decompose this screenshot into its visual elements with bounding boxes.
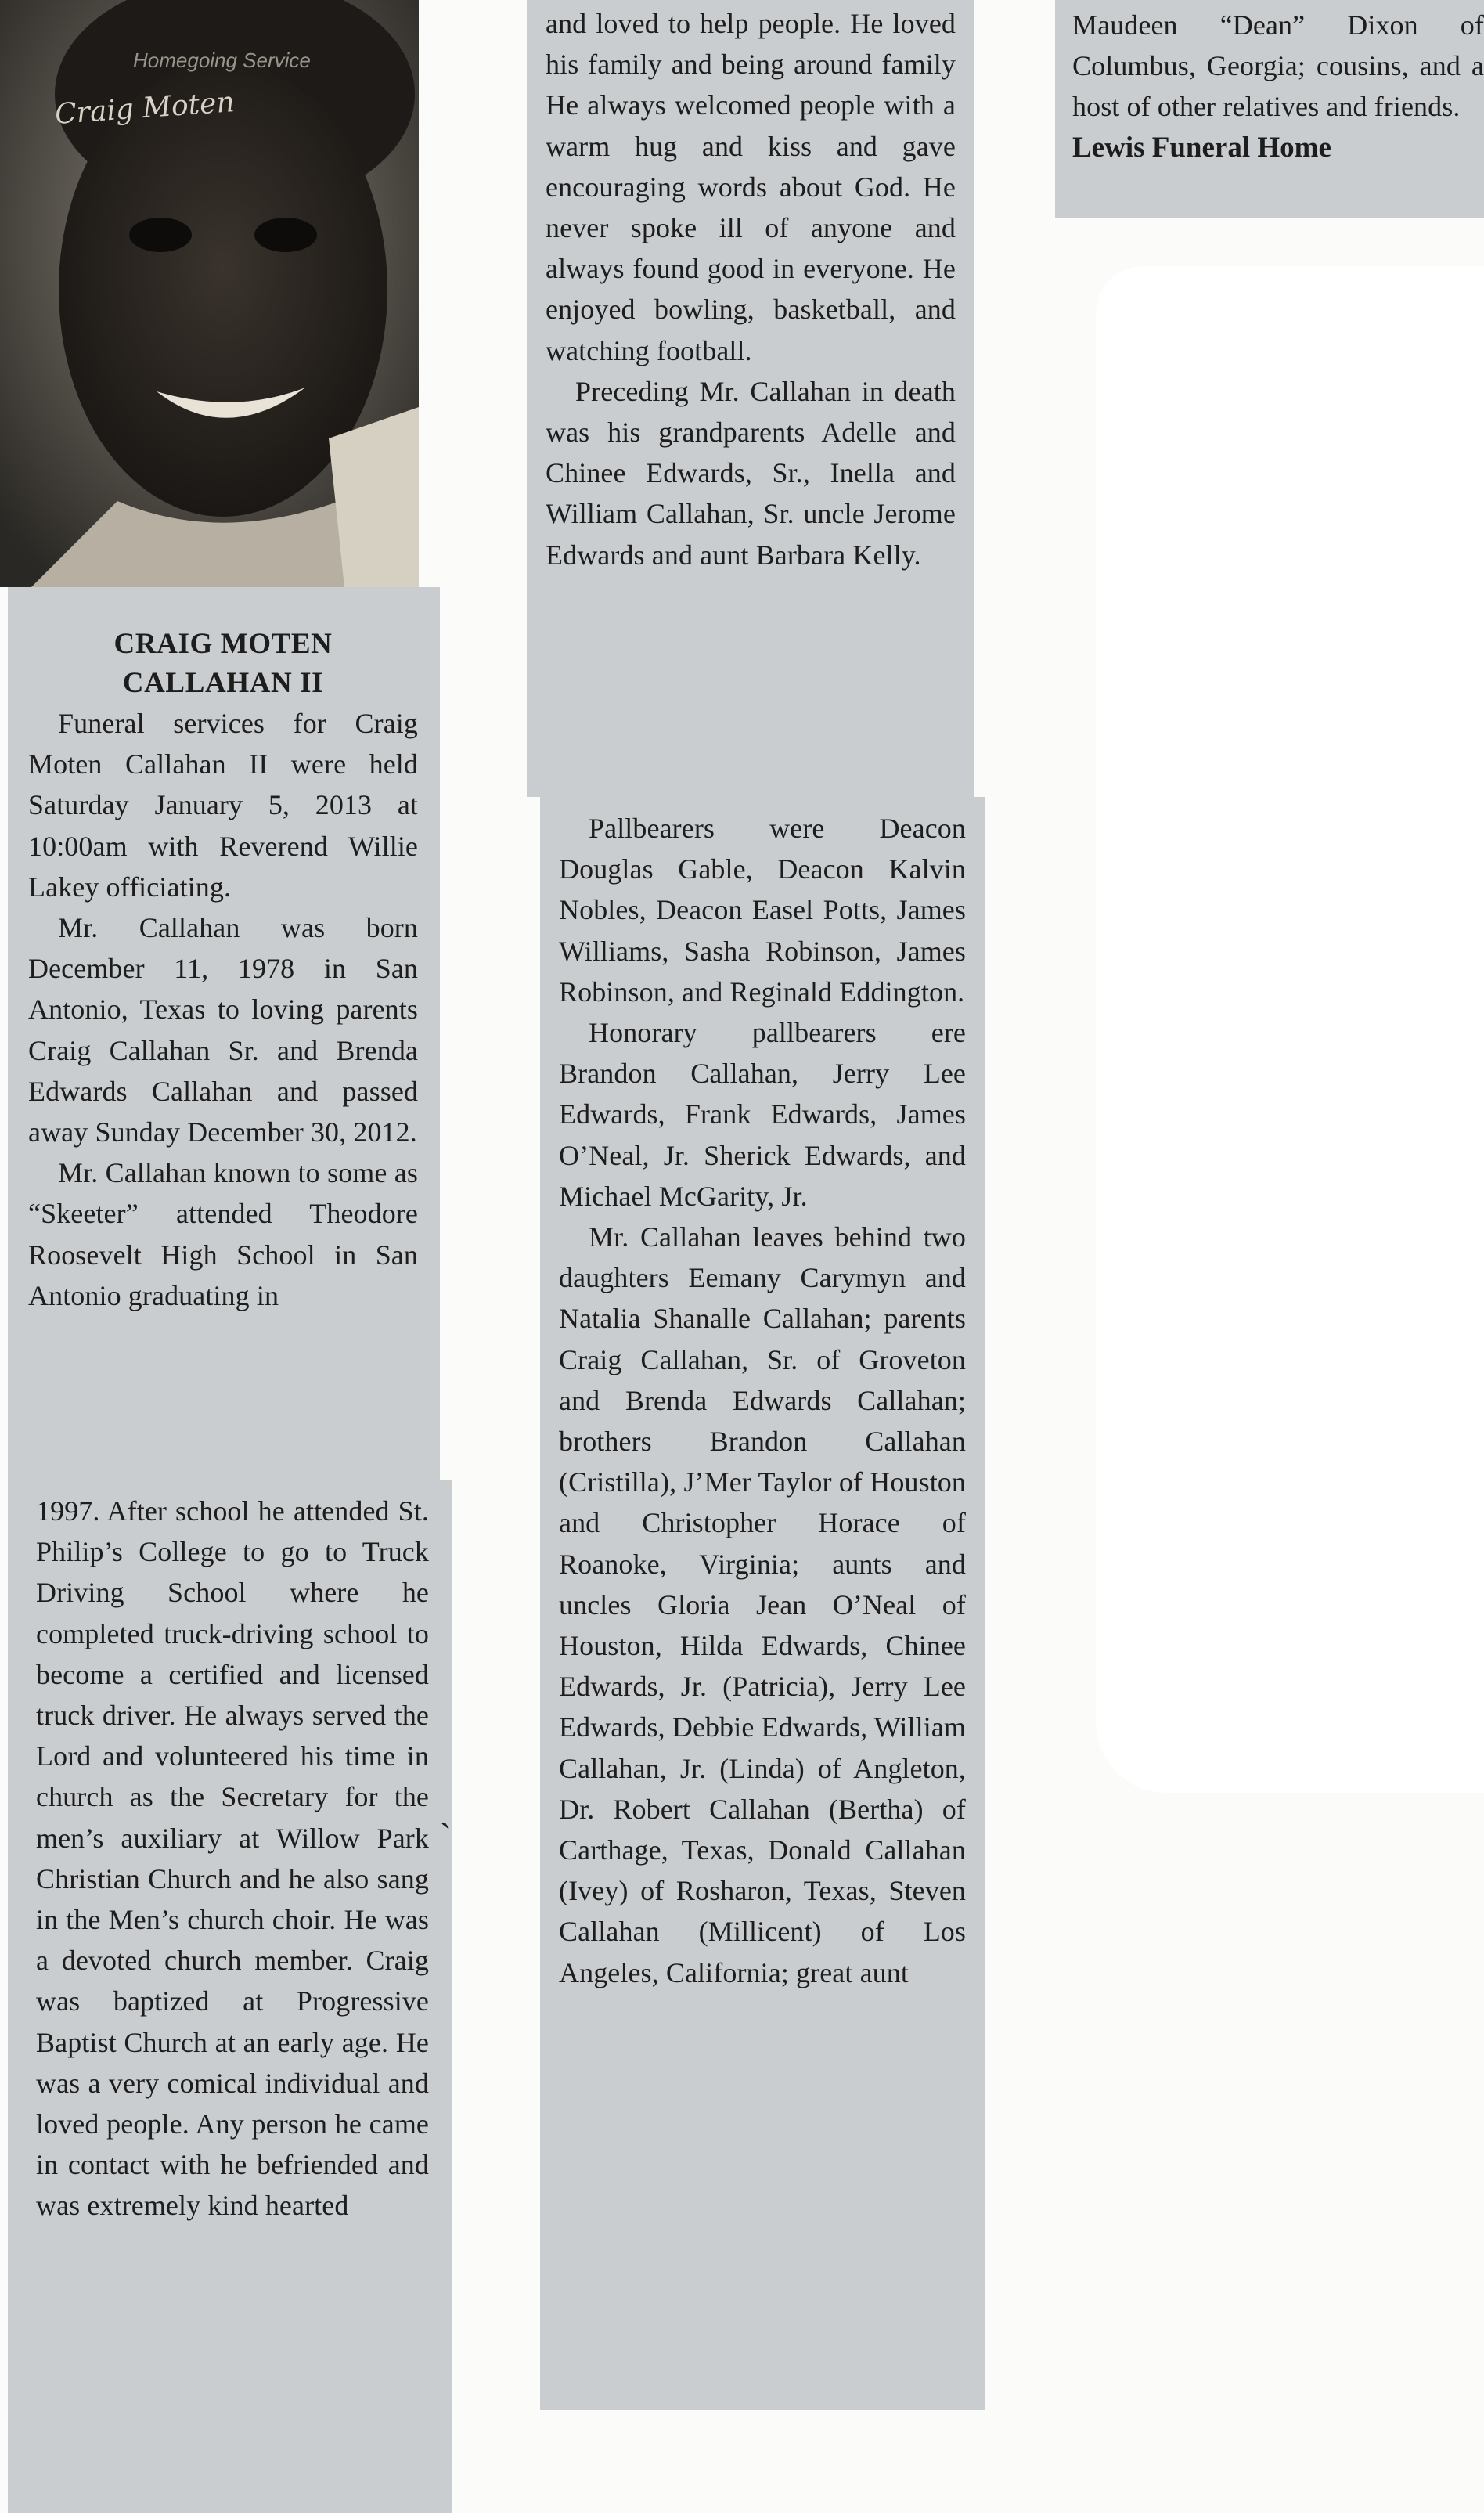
blank-whiteout-area (1096, 266, 1484, 1793)
obituary-column-2-top (527, 0, 974, 797)
paragraph-honorary-pallbearers: Honorary pallbearers ere Brandon Callahan, Jerry Lee Edwards, Frank Edwards, James O’Neal, Jr. Sherick Edwards, and Michael McGarity, Jr. (559, 1017, 966, 1212)
paragraph-survivors-continued: Maudeen “Dean” Dixon of Columbus, Georgia; cousins, and a host of other relatives and friends. (1072, 9, 1484, 123)
paragraph-personality: and loved to help people. He loved his family and being around family He always welcomed people with a warm hug and kiss and gave encouraging words about God. He never spoke ill of anyone and always found good in everyone. He enjoyed bowling, basketball, and watching football. (546, 8, 956, 366)
obituary-column-1-bottom (8, 1480, 452, 2513)
obituary-headline-line-2: CALLAHAN II (122, 667, 324, 699)
paragraph-funeral-services: Funeral services for Craig Moten Callahan II were held Saturday January 5, 2013 at 10:00am with Reverend Willie Lakey officiating. (28, 708, 418, 903)
funeral-home-credit: Lewis Funeral Home (1072, 131, 1331, 164)
paragraph-pallbearers: Pallbearers were Deacon Douglas Gable, Deacon Kalvin Nobles, Deacon Easel Potts, James Williams, Sasha Robinson, James Robinson, and Reginald Eddington. (559, 813, 966, 1008)
paragraph-school: Mr. Callahan known to some as “Skeeter” attended Theodore Roosevelt High School in San Antonio graduating in (28, 1157, 418, 1311)
obituary-column-1-top (8, 587, 440, 1480)
portrait-photo (0, 0, 419, 587)
obituary-column-3 (1055, 0, 1484, 218)
paragraph-preceded-in-death: Preceding Mr. Callahan in death was his grandparents Adelle and Chinee Edwards, Sr., Inella and William Callahan, Sr. uncle Jerome Edwards and aunt Barbara Kelly. (546, 375, 956, 571)
paragraph-career-church: 1997. After school he attended St. Philip’s College to go to Truck Driving School where he completed truck-driving school to become a certified and licensed truck driver. He always served the Lord and volunteered his time in church as the Secretary for the men’s auxiliary at Willow Park Christian Church and he also sang in the Men’s church choir. He was a devoted church member. Craig was baptized at Progressive Baptist Church at an early age. He was a very comical individual and loved people. Any person he came in contact with he befriended and was extremely kind hearted (36, 1495, 429, 2222)
paragraph-birth: Mr. Callahan was born December 11, 1978 in San Antonio, Texas to loving parents Craig Callahan Sr. and Brenda Edwards Callahan and passed away Sunday December 30, 2012. (28, 912, 418, 1148)
pen-mark: ˏ (440, 1790, 452, 1829)
obituary-column-2-bottom (540, 797, 985, 2410)
paragraph-survivors: Mr. Callahan leaves behind two daughters Eemany Carymyn and Natalia Shanalle Callahan; parents Craig Callahan, Sr. of Groveton and Brenda Edwards Callahan; brothers Brandon Callahan (Cristilla), J’Mer Taylor of Houston and Christopher Horace of Roanoke, Virginia; aunts and uncles Gloria Jean O’Neal of Houston, Hilda Edwards, Chinee Edwards, Jr. (Patricia), Jerry Lee Edwards, Debbie Edwards, William Callahan, Jr. (Linda) of Angleton, Dr. Robert Callahan (Bertha) of Carthage, Texas, Donald Callahan (Ivey) of Rosharon, Texas, Steven Callahan (Millicent) of Los Angeles, California; great aunt (559, 1221, 966, 1988)
obituary-headline-line-1: CRAIG MOTEN (113, 628, 333, 660)
photo-signature-text: Craig Moten (53, 86, 236, 131)
photo-banner-text: Homegoing Service (133, 49, 311, 72)
